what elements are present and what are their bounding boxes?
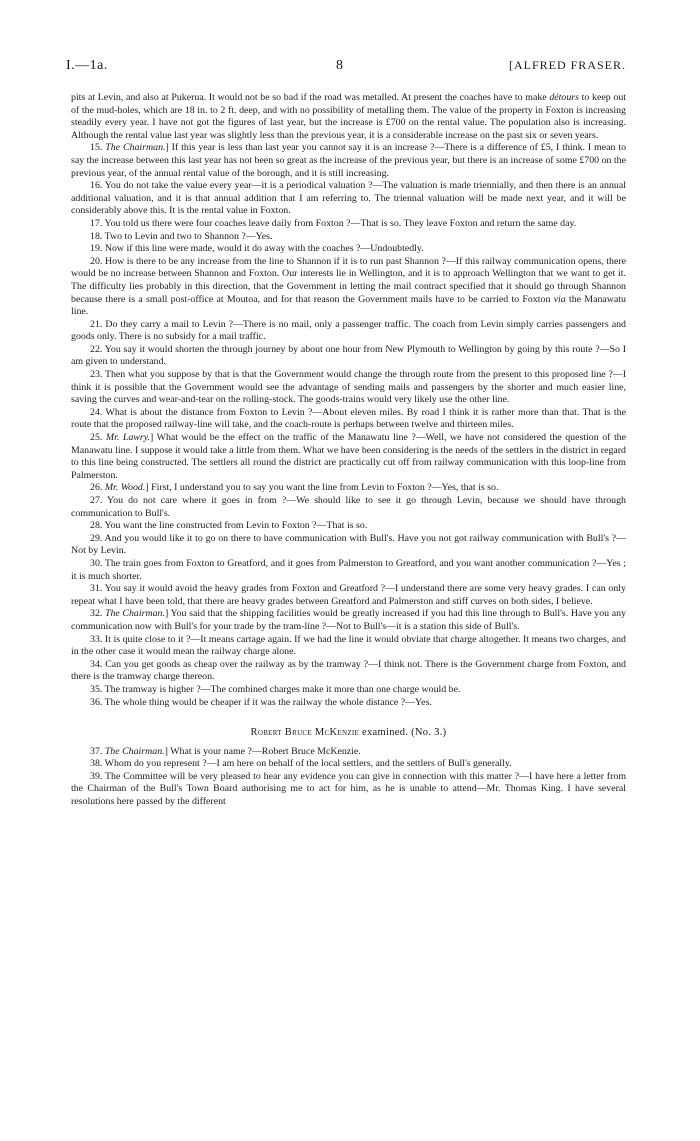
paragraph-text: 35. The tramway is higher ?—The combined charges make it more than one charge would be. xyxy=(90,683,461,695)
header-reference: I.—1a. xyxy=(66,58,108,73)
paragraph-text: the Manawatu line. xyxy=(71,293,626,318)
italic-text: Mr. Wood. xyxy=(104,482,146,494)
evidence-paragraph xyxy=(71,482,626,495)
paragraph-text: 17. You told us there were four coaches leave daily from Foxton ?—That is so. They leave Foxton and return the same day. xyxy=(90,217,577,229)
evidence-paragraph xyxy=(71,746,626,759)
evidence-paragraph xyxy=(71,256,626,319)
section-heading xyxy=(71,727,626,740)
document-body xyxy=(71,92,626,809)
evidence-paragraph xyxy=(71,659,626,684)
evidence-paragraph xyxy=(71,319,626,344)
evidence-paragraph xyxy=(71,558,626,583)
paragraph-text: ] If this year is less than last year you cannot say it is an increase ?—There is a difference of £5, I think. I mean to say the increase between this last year has not been so great as the increase of the previous year, but there is an increase of some £700 on the previous year, of the annual rental value of the borough, and it is still increasing. xyxy=(71,142,627,179)
paragraph-text: 20. How is there to be any increase from the line to Shannon if it is to run past Shannon ?—If this railway communication opens, there would be no increase between Shannon and Foxton. Our interests lie in Wellington, and it is to approach Wellington that we want to get it. The difficulty lies probably in this direction, that the Government in letting the mail contract specified that it should go through Shannon because there is a small post-office at Moutoa, and for that reason the Government mails have to be carried to Foxton xyxy=(71,255,626,305)
evidence-paragraph xyxy=(71,432,626,482)
evidence-paragraph xyxy=(71,533,626,558)
paragraph-text: 34. Can you get goods as cheap over the railway as by the tramway ?—I think not. There is the Government charge from Foxton, and there is the tramway charge thereon. xyxy=(71,658,626,683)
paragraph-text: 32. xyxy=(90,608,105,620)
evidence-paragraph xyxy=(71,520,626,533)
evidence-paragraph xyxy=(71,92,626,142)
evidence-paragraph xyxy=(71,218,626,231)
evidence-paragraph xyxy=(71,697,626,710)
header-witness-name: [ALFRED FRASER. xyxy=(508,58,626,72)
evidence-paragraphs-before xyxy=(71,92,626,709)
italic-text: The Chairman. xyxy=(104,608,165,620)
paragraph-text: 15. xyxy=(90,142,106,154)
paragraph-text: 36. The whole thing would be cheaper if it was the railway the whole distance ?—Yes. xyxy=(90,696,432,708)
paragraph-text: ] What would be the effect on the traffic of the Manawatu line ?—Well, we have not considered the question of the Manawatu line. I suppose it would take a little from them. What we have been considering is the needs of the settlers in the district in regard to this line being constructed. The settlers all round the district are practically cut off from railway communication with this loop-line from Palmerston. xyxy=(71,432,627,481)
paragraph-text: 30. The train goes from Foxton to Greatford, and it goes from Palmerston to Greatford, and you want another communication ?—Yes ; it is much shorter. xyxy=(71,557,626,582)
paragraph-text: to keep out of the mud-holes, which are 18 in. to 2 ft. deep, and with no possibility of metalling them. The value of the property in Foxton is increasing steadily every year. I have not got the figures of last year, but the increase is £700 on the rental value. The population also is increasing. Although the rental value last year was slightly less than the previous year, it is a considerable increase on the past six or seven years. xyxy=(71,92,627,141)
paragraph-text: 38. Whom do you represent ?—I am here on behalf of the local settlers, and the settlers of Bull's generally. xyxy=(90,758,512,770)
evidence-paragraph xyxy=(71,608,626,633)
paragraph-text: 19. Now if this line were made, would it do away with the coaches ?—Undoubtedly. xyxy=(90,243,424,255)
evidence-paragraph xyxy=(71,369,626,407)
witness-heading-name: Robert Bruce McKenzie xyxy=(250,727,360,739)
evidence-paragraph xyxy=(71,142,626,180)
paragraph-text: 37. xyxy=(90,745,105,757)
evidence-paragraph xyxy=(71,495,626,520)
paragraph-text: 39. The Committee will be very pleased to hear any evidence you can give in connection with this matter ?—I have here a letter from the Chairman of the Bull's Town Board authorising me to act for him, as he is unable to attend—Mr. Thomas King. I have several resolutions here passed by the different xyxy=(71,770,626,808)
paragraph-text: 25. xyxy=(90,432,106,444)
paragraph-text: 23. Then what you suppose by that is that the Government would change the through route from the present to this proposed line ?—I think it is possible that the Government would see the advantage of sending mails and passengers by the shorter and much easier line, saving the curves and wear-and-tear on the rolling-stock. The goods-trains would very likely use the other line. xyxy=(71,369,626,406)
paragraph-text: 21. Do they carry a mail to Levin ?—There is no mail, only a passenger traffic. The coach from Levin simply carries passengers and goods only. There is no subsidy for a mail traffic. xyxy=(71,318,626,343)
paragraph-text: ] What is your name ?—Robert Bruce McKenzie. xyxy=(164,745,361,757)
paragraph-text: 29. And you would like it to go on there to have communication with Bull's. Have you not got railway communication with Bull's ?—Not by Levin. xyxy=(71,532,626,557)
paragraph-text: 16. You do not take the value every year—it is a periodical valuation ?—The valuation is made triennially, and then there is an annual additional valuation, and it is that annual addition that I am referring to. The triennal valuation will be made next year, and it will be considerably above this. It is the rental value in Foxton. xyxy=(71,180,626,217)
italic-text: The Chairman. xyxy=(104,745,165,757)
evidence-paragraph xyxy=(71,758,626,771)
evidence-paragraph xyxy=(71,684,626,697)
paragraph-text: 28. You want the line constructed from Levin to Foxton ?—That is so. xyxy=(90,520,368,532)
page-header xyxy=(66,58,626,78)
paragraph-text: 22. You say it would shorten the through journey by about one hour from New Plymouth to Wellington by going by this route ?—So I am given to understand. xyxy=(71,343,626,368)
evidence-paragraph xyxy=(71,180,626,218)
witness-heading-rest: examined. (No. 3.) xyxy=(359,727,447,739)
paragraph-text: ] You said that the shipping facilities would be greatly increased if you had this line through to Bull's. Have you any communication now with Bull's for your trade by the tram-line ?—Not to Bull's—it is a station this side of Bull's. xyxy=(71,608,627,632)
evidence-paragraph xyxy=(71,344,626,369)
evidence-paragraph xyxy=(71,634,626,659)
paragraph-text: 31. You say it would avoid the heavy grades from Foxton and Greatford ?—I understand there are some very heavy grades. I can only repeat what I have been told, that there are heavy grades between Greatford and Palmerston and stiff curves on both sides, I believe. xyxy=(71,583,626,607)
paragraph-text: pits at Levin, and also at Pukerua. It would not be so bad if the road was metalled. At present the coaches have to make xyxy=(71,92,550,103)
paragraph-text: 24. What is about the distance from Foxton to Levin ?—About eleven miles. By road I think it is rather more than that. That is the route that the proposed railway-line will take, and the coach-route is perhaps between twelve and thirteen miles. xyxy=(71,406,626,431)
paragraph-text: 27. You do not care where it goes in from ?—We should like to see it go through Levin, because we should have through communication to Bull's. xyxy=(71,495,626,519)
italic-text: Mr. Lawry. xyxy=(105,432,151,444)
italic-text: The Chairman. xyxy=(105,142,166,154)
evidence-paragraph xyxy=(71,583,626,608)
paragraph-text: 18. Two to Levin and two to Shannon ?—Yes. xyxy=(90,230,273,242)
evidence-paragraphs-after xyxy=(71,746,626,809)
paragraph-text: 33. It is quite close to it ?—It means cartage again. If we had the line it would obviate that charge altogether. It means two charges, and in the other case it would mean the railway charge alone. xyxy=(71,633,626,658)
evidence-paragraph xyxy=(71,243,626,256)
evidence-paragraph xyxy=(71,231,626,244)
paragraph-text: ] First, I understand you to say you want the line from Levin to Foxton ?—Yes, that is so. xyxy=(145,482,499,494)
evidence-paragraph xyxy=(71,771,626,809)
paragraph-text: 26. xyxy=(90,482,105,494)
page-number: 8 xyxy=(336,58,344,73)
evidence-paragraph xyxy=(71,407,626,432)
italic-text: via xyxy=(553,293,566,305)
italic-text: détours xyxy=(549,92,579,103)
